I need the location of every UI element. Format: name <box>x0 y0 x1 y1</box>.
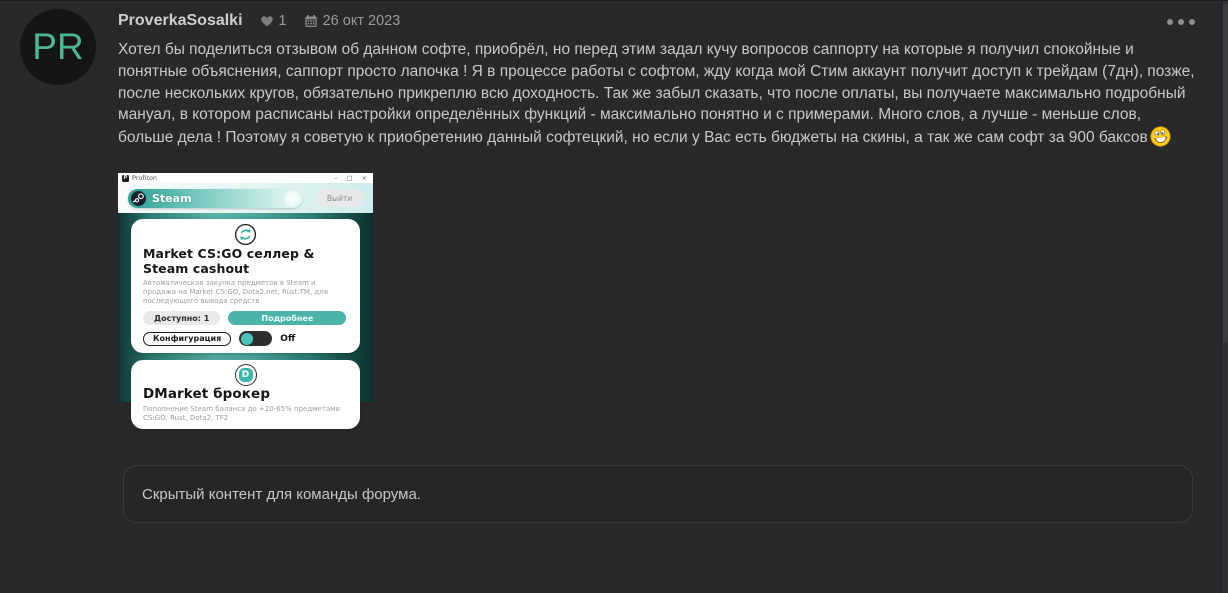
maximize-icon: □ <box>346 173 353 182</box>
like-count: 1 <box>278 13 287 29</box>
available-badge: Доступно: 1 <box>143 311 220 325</box>
calendar-icon <box>304 14 318 28</box>
post-body <box>118 39 1198 149</box>
product-card-dmarket <box>131 360 360 429</box>
product-description: Автоматическая закупка предметов в Steam и продажа на Market CS:GO, Dota2.net, Rust.TM, для последующего вывода средств <box>143 279 328 305</box>
ellipsis-icon[interactable] <box>1163 15 1199 29</box>
product-title: Market CS:GO селлер & Steam cashout <box>143 246 315 276</box>
product-card-market <box>131 219 360 353</box>
hidden-content-text: Скрытый контент для команды форума. <box>142 485 421 503</box>
post-header <box>118 11 400 31</box>
account-dropdown <box>128 189 302 208</box>
chevron-down-icon <box>284 191 299 206</box>
exchange-arrows-icon <box>234 223 257 246</box>
app-body <box>118 213 373 422</box>
date-group <box>304 13 401 29</box>
logout-button: Выйти <box>316 189 363 207</box>
post-body-text: Хотел бы поделиться отзывом об данном софте, приобрёл, но перед этим задал кучу вопросов саппорту на которые я получил спокойные и понятные объяснения, саппорт просто лапочка ! Я в процессе работы с софтом, жду когда мой Стим аккаунт получит доступ к трейдам (7дн), позже, после нескольких кругов, обязательно прикреплю всю доходность. Так же забыл сказать, что после оплаты, вы получаете максимально подробный мануал, в котором расписаны настройки определённых функций - максимально понятно и с примерами. Много слов, а лучше - меньше слов, больше дела ! Поэтому я советую к приобретению данный софтецкий, но если у Вас есть бюджеты на скины, а так же сам софт за 900 баксов <box>118 41 1195 147</box>
app-titlebar <box>118 173 373 183</box>
toggle-state-label: Off <box>280 333 296 344</box>
hidden-content-box <box>123 465 1193 523</box>
post-date: 26 окт 2023 <box>322 13 401 29</box>
post-author[interactable]: ProverkaSosalki <box>118 12 243 29</box>
dmarket-title: DMarket брокер <box>143 386 271 403</box>
scrollbar[interactable] <box>1221 1 1228 593</box>
attached-image[interactable] <box>118 173 373 422</box>
avatar-initials: PR <box>32 26 84 67</box>
app-window-icon: P <box>123 175 128 181</box>
account-dropdown-label: Steam <box>152 191 192 205</box>
toggle-switch <box>239 331 272 346</box>
dmarket-description: Пополнение Steam баланса до +20-65% предметами CS:GO, Rust, Dota2, TF2 <box>143 404 340 422</box>
config-button: Конфигурация <box>143 332 231 346</box>
close-icon: × <box>361 173 367 182</box>
app-header <box>118 183 373 213</box>
details-button: Подробнее <box>228 311 346 325</box>
toggle-knob <box>241 333 253 345</box>
big-grin-emoji-icon <box>1148 125 1172 149</box>
minimize-icon: – <box>334 173 338 182</box>
scrollbar-thumb[interactable] <box>1223 3 1228 343</box>
avatar[interactable] <box>20 9 96 85</box>
dmarket-icon: D <box>235 364 257 386</box>
steam-icon <box>131 191 146 206</box>
heart-icon[interactable] <box>260 14 274 28</box>
app-window-title: Profiton <box>132 174 158 182</box>
like-group[interactable] <box>260 13 287 29</box>
